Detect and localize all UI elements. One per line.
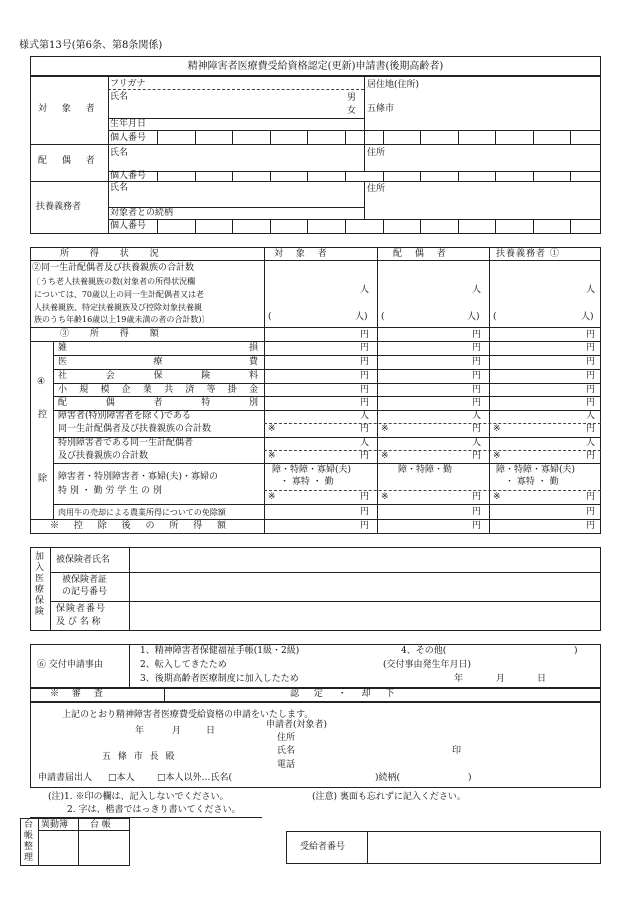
spouse-paren-open: ( — [381, 312, 385, 322]
spouse-header: 配 偶 者 — [393, 249, 451, 259]
income-status-header: 所 得 状 況 — [60, 249, 168, 259]
income-yen-subject: 円 — [360, 330, 370, 340]
review-label: ※ 審 査 — [50, 689, 108, 699]
seal-mark: 印 — [452, 746, 462, 756]
dependents-line4: 人扶養親族、特定扶養親族及び控除対象扶養親 — [34, 303, 202, 312]
reason-section — [30, 644, 601, 688]
insurer-line2: 及 び 名 称 — [56, 617, 101, 627]
supporter-paren-close: 人) — [581, 312, 594, 322]
dependents-line5: 族のうち年齢16歳以上19歳未満の者の合計数)〕 — [34, 315, 210, 324]
reason-item4-close: ) — [574, 646, 578, 656]
deduction-social-insurance: 社 会 保 険 料 — [58, 371, 258, 381]
deduction-marker-2: 控 — [38, 410, 48, 420]
applicant-name: 氏名 — [277, 746, 296, 756]
ledger-box — [20, 818, 130, 866]
insurance-section — [30, 547, 601, 631]
subject-paren-open: ( — [268, 312, 272, 322]
reason-item4[interactable]: 4、その他( — [401, 646, 447, 656]
subject-header: 対 象 者 — [274, 249, 332, 259]
special-line2: 及び扶養親族の合計数 — [58, 451, 149, 461]
deduction-spouse-special: 配 偶 者 特 別 — [58, 398, 258, 408]
deduction-medical: 医 療 費 — [58, 357, 258, 367]
special-line1: 特別障害者である同一生計配偶者 — [58, 438, 194, 448]
note-2: 2. 字は、楷書ではっきり書いてください。 — [67, 805, 241, 815]
subject-person-unit: 人 — [360, 285, 370, 295]
reason-item2[interactable]: 2、転入してきたため — [140, 660, 227, 670]
supporter-label: 扶養義務者 — [36, 202, 82, 212]
supporter-personal-number-label: 個人番号 — [110, 221, 147, 231]
applicant-phone: 電話 — [277, 760, 296, 770]
card-line1: 被保険者証 — [62, 575, 108, 585]
app-year: 年 — [135, 726, 145, 736]
ledger-transfer: 異動簿 — [41, 820, 69, 830]
dependents-line2: 〔うち老人扶養親族の数(対象者の所得状況欄 — [32, 277, 196, 286]
reason-item1[interactable]: 1、精神障害者保健福祉手帳(1級・2級) — [140, 646, 300, 656]
spouse-personal-number-label: 個人番号 — [110, 171, 147, 181]
widow-line1: 障害者・特別障害者・寡婦(夫)・寡婦の — [58, 472, 219, 482]
applicant-address: 住所 — [277, 733, 296, 743]
city-label: 五條市 — [367, 104, 395, 114]
spouse-person-unit: 人 — [472, 285, 482, 295]
furigana-label: フリガナ — [110, 79, 146, 89]
issue-month: 月 — [496, 674, 506, 684]
note-1: (注)1. ※印の欄は、記入しないでください。 — [48, 792, 229, 802]
disabled-line1: 障害者(特別障害者を除く)である — [58, 411, 192, 421]
spouse-name-label: 氏名 — [110, 148, 129, 158]
card-line2: の記号番号 — [62, 587, 108, 597]
dependents-line3: については、70歳以上の同一生計配偶者又は老 — [34, 290, 205, 299]
relationship-label: 対象者との続柄 — [110, 208, 174, 218]
issue-date-label: (交付事由発生年月日) — [383, 660, 472, 670]
review-decision[interactable]: 認 定 ・ 却 下 — [290, 689, 401, 699]
caution-note: (注意) 裏面も忘れずに記入ください。 — [312, 792, 466, 802]
spouse-address-label: 住所 — [367, 148, 386, 158]
form-title: 精神障害者医療費受給資格認定(更新)申請書(後期高齢者) — [187, 61, 444, 72]
supporter-address-label: 住所 — [367, 184, 386, 194]
after-deduction-label: ※ 控 除 後 の 所 得 額 — [50, 521, 233, 531]
submitter-other[interactable]: □本人以外…氏名( — [157, 773, 233, 783]
app-day: 日 — [206, 726, 216, 736]
spouse-paren-close: 人) — [467, 312, 480, 322]
deduction-marker-1: ④ — [37, 377, 46, 387]
submitter-relationship: )続柄( — [375, 773, 401, 783]
spouse-label: 配 偶 者 — [38, 156, 101, 166]
supporter-header: 扶養義務者 ① — [496, 249, 560, 259]
issue-year: 年 — [454, 674, 464, 684]
form-number: 様式第13号(第6条、第8条関係) — [19, 40, 163, 51]
supporter-name-label: 氏名 — [110, 183, 129, 193]
reason-label: ⑥ 交付申請事由 — [37, 660, 103, 670]
sex-female[interactable]: 女 — [347, 106, 357, 116]
application-statement: 上記のとおり精神障害者医療費受給資格の申請をいたします。 — [62, 710, 314, 720]
insurer-line1: 保険者番号 — [56, 604, 107, 614]
ledger-side-label: 台帳整理 — [24, 820, 34, 863]
deduction-misc-loss: 雑 損 — [58, 343, 258, 353]
name-label: 氏名 — [110, 92, 129, 102]
income-yen-spouse: 円 — [472, 330, 482, 340]
ledger-ledger: 台 帳 — [90, 820, 111, 830]
dependents-line1: ②同一生計配偶者及び扶養親族の合計数 — [32, 263, 195, 273]
beef-row-label: 肉用牛の売却による農業所得についての免除額 — [58, 508, 226, 517]
sex-male[interactable]: 男 — [347, 93, 357, 103]
personal-number-label: 個人番号 — [110, 133, 147, 143]
mayor-addressee: 五 條 市 長 殿 — [102, 752, 177, 762]
income-amount-label: ③ 所 得 額 — [60, 329, 168, 339]
submitter-close: ) — [468, 773, 472, 783]
supporter-paren-open: ( — [493, 312, 497, 322]
deduction-marker-3: 除 — [38, 474, 48, 484]
recipient-number-field[interactable] — [368, 832, 600, 863]
insurance-side-label: 加入医療保険 — [35, 552, 45, 617]
title-box — [30, 56, 601, 76]
issue-day: 日 — [537, 674, 547, 684]
supporter-person-unit: 人 — [586, 285, 596, 295]
insured-name-label: 被保険者氏名 — [56, 555, 111, 565]
app-month: 月 — [172, 726, 182, 736]
recipient-number-label: 受給者番号 — [300, 842, 346, 852]
subject-label: 対 象 者 — [38, 104, 101, 114]
deduction-small-business: 小規模企業共済等掛金 — [58, 385, 258, 395]
residence-label: 居住地(住所) — [367, 80, 420, 90]
income-yen-supporter: 円 — [586, 330, 596, 340]
birthdate-label: 生年月日 — [110, 119, 147, 129]
disabled-line2: 同一生計配偶者及び扶養親族の合計数 — [58, 424, 212, 434]
subject-paren-close: 人) — [355, 312, 368, 322]
widow-line2: 特 別 ・ 勤 労 学 生 の 別 — [58, 486, 162, 496]
submitter-label: 申請書届出人 — [38, 773, 93, 783]
applicant-label: 申請者(対象者) — [266, 720, 328, 730]
reason-item3[interactable]: 3、後期高齢者医療制度に加入したため — [140, 674, 299, 684]
submitter-self[interactable]: □本人 — [108, 773, 135, 783]
